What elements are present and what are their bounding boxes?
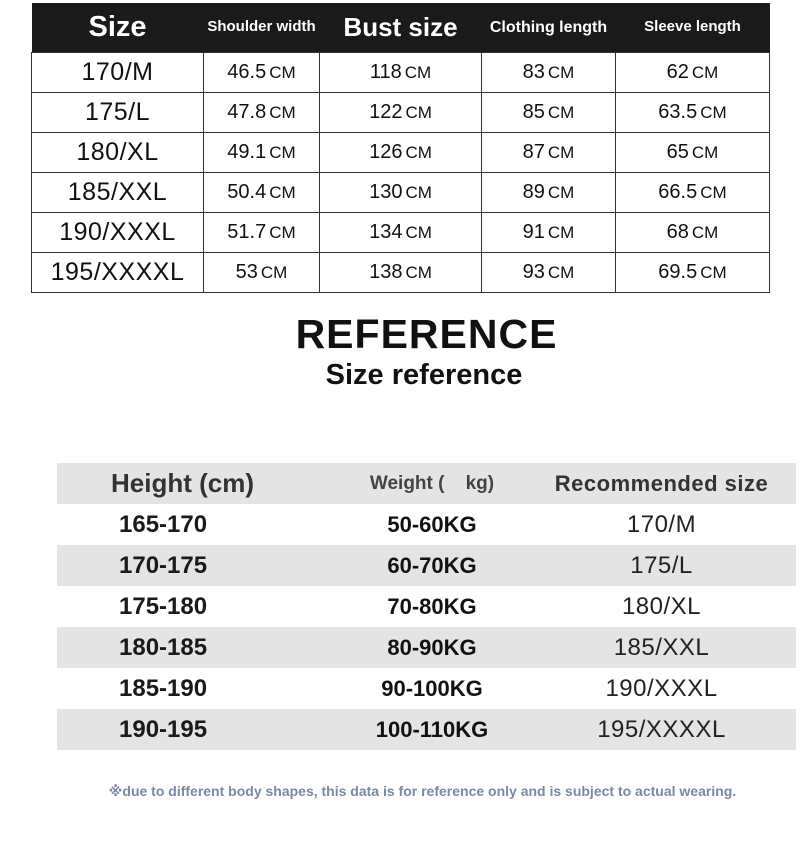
shoulder-cell (204, 213, 320, 253)
shoulder-cell-value: 46.5 (227, 61, 267, 83)
unit-label: CM (269, 143, 296, 162)
unit-label: CM (260, 263, 288, 282)
recommended-size-cell: 175/L (630, 551, 693, 579)
unit-label: CM (405, 263, 432, 282)
shoulder-cell-value: 51.7 (227, 221, 267, 243)
size-chart-row (32, 213, 770, 253)
sleeve-cell (616, 93, 770, 133)
length-cell (482, 213, 616, 253)
weight-cell: 50-60KG (387, 511, 477, 537)
weight-cell: 60-70KG (387, 552, 477, 578)
recommendation-header-row (57, 463, 796, 504)
bust-cell-value: 118 (369, 61, 402, 83)
bust-cell-value: 134 (369, 221, 403, 243)
shoulder-cell (204, 133, 320, 173)
size-cell (32, 213, 204, 253)
sleeve-cell-value: 69.5 (658, 261, 698, 283)
length-cell-value: 91 (522, 221, 545, 243)
height-cell: 165-170 (119, 510, 208, 538)
bust-cell (320, 213, 482, 253)
unit-label: CM (405, 143, 432, 162)
unit-label: CM (405, 183, 432, 202)
unit-label: CM (691, 63, 719, 82)
length-cell (482, 53, 616, 93)
size-cell (32, 253, 204, 293)
size-cell-value: 190/XXXL (59, 218, 176, 246)
size-cell-value: 175/L (84, 98, 151, 126)
length-cell-value: 85 (522, 101, 545, 123)
weight-cell: 80-90KG (387, 634, 477, 660)
bust-cell (320, 253, 482, 293)
size-cell-value: 195/XXXXL (50, 258, 185, 286)
sleeve-cell-value: 62 (666, 61, 689, 83)
unit-label: CM (269, 103, 296, 122)
height-cell: 175-180 (119, 592, 208, 620)
sleeve-cell (616, 213, 770, 253)
unit-label: CM (269, 63, 296, 82)
unit-label: CM (547, 223, 575, 242)
unit-label: CM (269, 183, 296, 202)
size-cell-value: 180/XL (76, 138, 159, 166)
bust-cell-value: 122 (369, 101, 403, 123)
sleeve-cell (616, 53, 770, 93)
recommendation-table (57, 463, 796, 750)
shoulder-cell (204, 53, 320, 93)
weight-cell: 90-100KG (381, 675, 483, 701)
height-cell: 170-175 (119, 551, 208, 579)
size-chart-header-row (32, 3, 770, 53)
recommended-size-cell: 170/M (626, 510, 697, 538)
size-cell-value: 170/M (81, 58, 154, 86)
length-cell-value: 93 (522, 261, 545, 283)
unit-label: CM (547, 183, 575, 202)
bust-cell (320, 173, 482, 213)
recommended-size-cell: 190/XXXL (605, 674, 718, 702)
size-cell (32, 53, 204, 93)
sleeve-cell-value: 68 (666, 221, 689, 243)
disclaimer-note: ※due to different body shapes, this data is for reference only and is subject to actual wearing. (108, 783, 737, 799)
unit-label: CM (405, 223, 432, 242)
header-clothing-length: Clothing length (482, 3, 616, 53)
unit-label: CM (700, 183, 727, 202)
bust-cell (320, 133, 482, 173)
bust-cell (320, 93, 482, 133)
shoulder-cell (204, 173, 320, 213)
unit-label: CM (700, 263, 727, 282)
unit-label: CM (547, 143, 575, 162)
size-chart-row (32, 93, 770, 133)
shoulder-cell-value: 49.1 (227, 141, 267, 163)
size-chart-row (32, 173, 770, 213)
size-chart-row (32, 53, 770, 93)
weight-cell: 70-80KG (387, 593, 477, 619)
unit-label: CM (547, 103, 575, 122)
size-chart-row (32, 133, 770, 173)
length-cell-value: 89 (522, 181, 545, 203)
size-chart-row (32, 253, 770, 293)
shoulder-cell-value: 47.8 (227, 101, 267, 123)
header-size: Size (32, 3, 204, 53)
height-cell: 190-195 (119, 715, 208, 743)
height-cell: 185-190 (119, 674, 208, 702)
recommendation-row (57, 709, 796, 750)
sleeve-cell-value: 63.5 (658, 101, 698, 123)
recommendation-row (57, 627, 796, 668)
weight-cell: 100-110KG (375, 716, 489, 742)
height-cell: 180-185 (119, 633, 208, 661)
recommendation-row (57, 586, 796, 627)
header-height: Height (cm) (111, 468, 254, 498)
shoulder-cell (204, 93, 320, 133)
recommended-size-cell: 180/XL (621, 592, 702, 620)
sleeve-cell-value: 66.5 (658, 181, 698, 203)
header-sleeve-length: Sleeve length (616, 3, 770, 53)
recommendation-row (57, 668, 796, 709)
shoulder-cell-value: 53 (235, 261, 258, 283)
unit-label: CM (691, 223, 719, 242)
sleeve-cell (616, 253, 770, 293)
unit-label: CM (547, 63, 575, 82)
length-cell (482, 93, 616, 133)
shoulder-cell (204, 253, 320, 293)
unit-label: CM (405, 103, 432, 122)
sleeve-cell (616, 173, 770, 213)
size-cell (32, 93, 204, 133)
size-chart-table (31, 3, 770, 293)
bust-cell-value: 138 (369, 261, 403, 283)
unit-label: CM (691, 143, 719, 162)
unit-label: CM (547, 263, 575, 282)
bust-cell (320, 53, 482, 93)
length-cell (482, 133, 616, 173)
reference-title: REFERENCE (295, 311, 558, 357)
header-weight: Weight ( kg) (369, 472, 495, 494)
header-recommended-size: Recommended size (554, 470, 769, 496)
length-cell (482, 173, 616, 213)
unit-label: CM (269, 223, 296, 242)
bust-cell-value: 126 (369, 141, 403, 163)
recommended-size-cell: 195/XXXXL (597, 715, 726, 743)
size-cell (32, 133, 204, 173)
sleeve-cell-value: 65 (666, 141, 689, 163)
recommendation-row (57, 504, 796, 545)
size-cell (32, 173, 204, 213)
header-bust-size: Bust size (320, 3, 482, 53)
reference-subtitle: Size reference (325, 359, 523, 391)
unit-label: CM (404, 63, 432, 82)
recommended-size-cell: 185/XXL (613, 633, 710, 661)
unit-label: CM (700, 103, 727, 122)
recommendation-row (57, 545, 796, 586)
bust-cell-value: 130 (369, 181, 403, 203)
length-cell (482, 253, 616, 293)
length-cell-value: 83 (522, 61, 545, 83)
size-cell-value: 185/XXL (67, 178, 168, 206)
header-shoulder-width: Shoulder width (204, 3, 320, 53)
shoulder-cell-value: 50.4 (227, 181, 267, 203)
length-cell-value: 87 (522, 141, 545, 163)
sleeve-cell (616, 133, 770, 173)
